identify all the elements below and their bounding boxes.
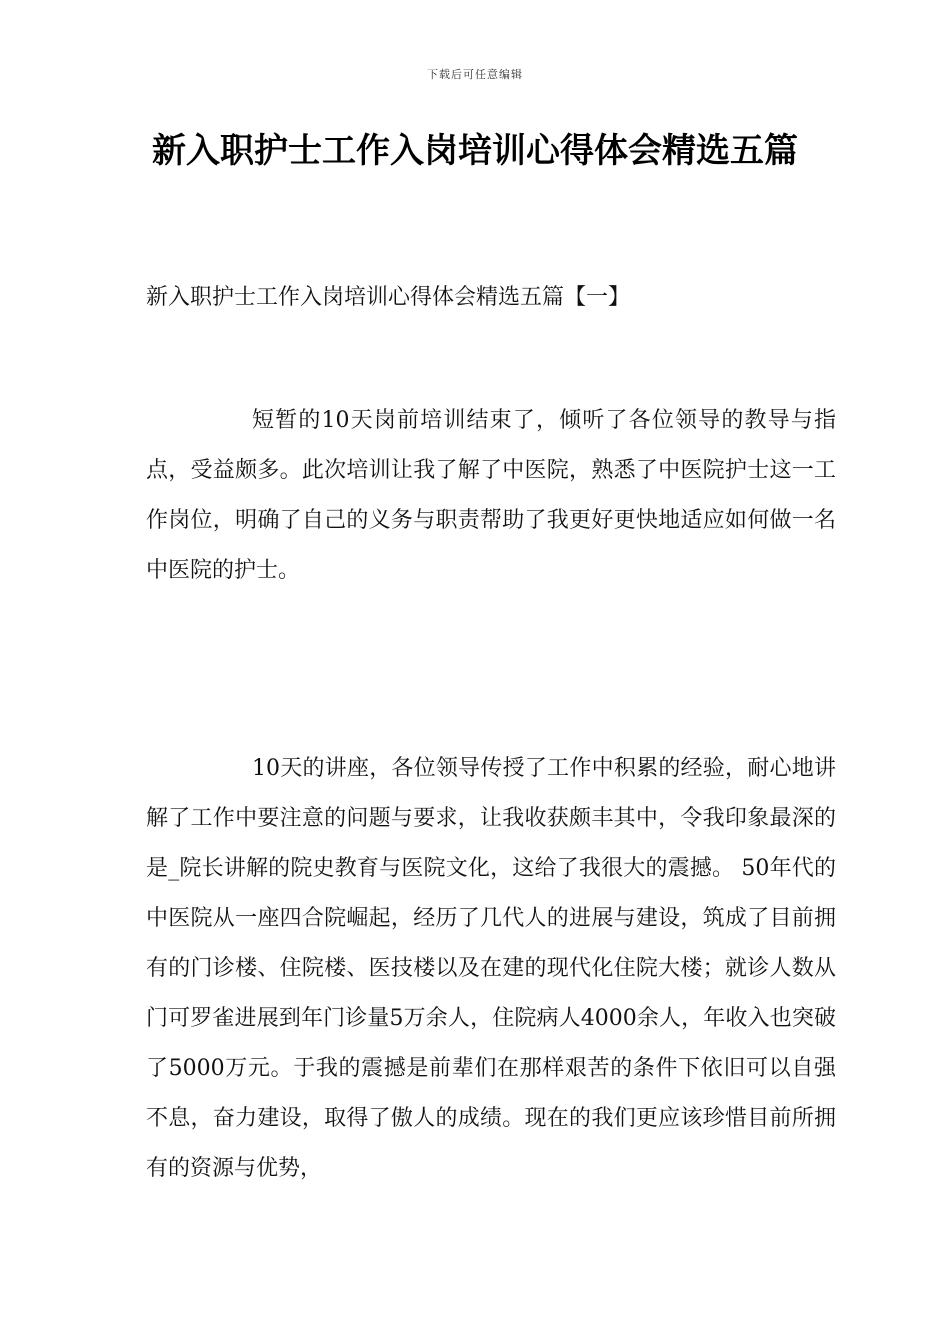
section-heading: 新入职护士工作入岗培训心得体会精选五篇【一】 — [146, 285, 631, 310]
paragraph: 短暂的10天岗前培训结束了，倾听了各位领导的教导与指点，受益颇多。此次培训让我了解了中医院，熟悉了中医院护士这一工作岗位，明确了自己的义务与职责帮助了我更好更快地适应如何做一名中医院的护士。 — [146, 408, 836, 583]
document-title: 新入职护士工作入岗培训心得体会精选五篇 — [152, 131, 798, 171]
paragraph: 10天的讲座，各位领导传授了工作中积累的经验，耐心地讲解了工作中要注意的问题与要求，让我收获颇丰其中，令我印象最深的是_院长讲解的院史教育与医院文化，这给了我很大的震撼。 50年代的中医院从一座四合院崛起，经历了几代人的进展与建设，筑成了目前拥有的门诊楼、住院楼、医技楼以及在建的现代化住院大楼；就诊人数从门可罗雀进展到年门诊量5万余人，住院病人4000余人，年收入也突破了5000万元。于我的震撼是前辈们在那样艰苦的条件下依旧可以自强不息，奋力建设，取得了傲人的成绩。现在的我们更应该珍惜目前所拥有的资源与优势， — [146, 756, 836, 1181]
header-note: 下载后可任意编辑 — [427, 68, 523, 81]
